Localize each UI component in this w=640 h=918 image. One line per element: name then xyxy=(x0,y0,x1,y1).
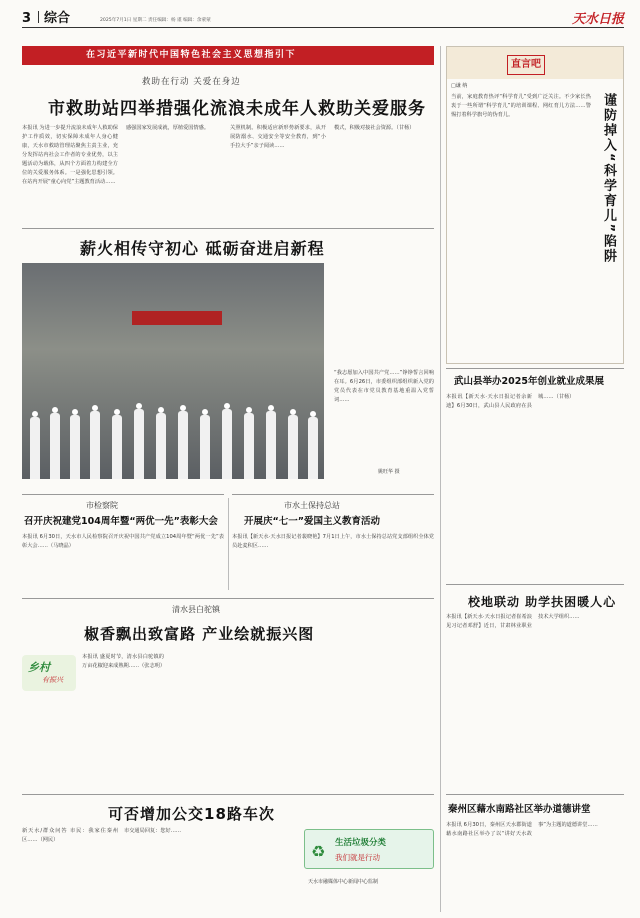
masthead: 天水日报 xyxy=(571,12,624,27)
logo-text-small: 有振兴 xyxy=(42,676,63,684)
header-meta: 2025年7月1日 星期二 责任编辑：杨 谨 编辑：余蒙蒙 xyxy=(100,18,211,23)
story5-headline: 椒香飘出致富路 产业绘就振兴图 xyxy=(84,625,315,643)
story1-col1: 本报讯 为进一步提升流浪未成年人救助保护工作质效，切实保障未成年人身心健康，天水市救助管理站聚焦主责主业，充分发挥站内社会工作者的专业优势，以主题活动为载体，从四个方面着力构建全方位的关爱服务体系。一是强化思想引领。在站内开展“童心向党”主题教育活动…… xyxy=(22,125,118,185)
photo-person xyxy=(266,411,276,479)
header-divider xyxy=(38,11,39,23)
column-rule xyxy=(228,498,229,590)
zhiyan-author: □谦 纳 xyxy=(451,83,468,89)
story5-kicker: 清水县白驼镇 xyxy=(172,605,220,614)
logo-text-big: 乡村 xyxy=(28,661,50,674)
story8-body: 本报讯【新天水·天水日报记者崔希浪 见习记者邓舒】近日，甘肃林业职业技术大学组织…… xyxy=(446,614,580,629)
ad-line2: 我们就是行动 xyxy=(335,853,380,862)
story3-body: 本报讯 6月30日，天水市人民检察院召开庆祝中国共产党成立104周年暨“两优一先”表彰大会……（马晓晶） xyxy=(22,534,224,549)
photo-person xyxy=(50,413,60,479)
story4-headline: 开展庆“七一”爱国主义教育活动 xyxy=(244,516,380,527)
story1-col2: 感强国家发展成就，厚植爱国情感。 xyxy=(126,125,210,131)
slogan-banner xyxy=(22,46,434,65)
story-rescue-station xyxy=(22,72,434,220)
section-label: 综合 xyxy=(44,11,71,26)
story9-body: 本报讯 6月30日，秦州区天水郡街道藉水南路社区举办了以“讲好天水故事”为主题的道德讲堂…… xyxy=(446,822,598,837)
recycle-icon: ♻ xyxy=(311,842,326,861)
ad-line1: 生活垃圾分类 xyxy=(335,838,387,848)
story-bus xyxy=(22,794,434,912)
story-pepper xyxy=(22,598,434,788)
story1-kicker: 救助在行动 关爱在身边 xyxy=(142,77,241,87)
story1-headline: 市救助站四举措强化流浪未成年人救助关爱服务 xyxy=(48,99,426,119)
photo-crowd xyxy=(22,383,324,479)
contacts-line: 天水市融媒体中心新闻中心监制 xyxy=(308,879,379,885)
photo-person xyxy=(30,417,40,479)
photo-person xyxy=(90,411,100,479)
photo-person xyxy=(134,409,144,479)
photo-person xyxy=(222,409,232,479)
photo-sign xyxy=(132,311,222,325)
story6-reply: 市交通局回复：您好…… xyxy=(124,828,182,834)
rural-revival-logo xyxy=(22,655,76,691)
photo-person xyxy=(308,417,318,479)
story4-body: 本报讯【新天水·天水日报记者裴晓艳】7月1日上午，市水土保持总站党支部组织全体党员赴麦积区…… xyxy=(232,534,434,549)
story-moral-lecture xyxy=(446,794,624,912)
story1-col4: 模式，积极对接社会资源。（甘杨） xyxy=(334,125,415,131)
photo-person xyxy=(112,415,122,479)
photo-person xyxy=(178,411,188,479)
zhiyan-label: 直言吧 xyxy=(507,55,545,75)
column-rule xyxy=(440,46,441,912)
story2-credit: 姚旺华 摄 xyxy=(378,469,400,475)
story6-headline: 可否增加公交18路车次 xyxy=(108,805,275,823)
story5-body: 本报讯 盛夏时节，清水县白驼镇的万亩花椒迎来成熟期……（张志明） xyxy=(82,654,166,669)
story2-caption: “我志愿加入中国共产党……”铮铮誓言回响在耳。6月26日，市委组织部组织新入党的党员代表在市党员教育基地重温入党誓词…… xyxy=(334,370,434,403)
photo-person xyxy=(156,413,166,479)
zhiyan-header-band xyxy=(447,47,623,79)
story-oath xyxy=(22,228,434,486)
story6-body: 新天水/群众问答 市民：我家住秦州区……（网民） xyxy=(22,828,118,843)
zhiyan-body: 当前，家庭教育热评“科学育儿”受到广泛关注。不少家长热衷于一些所谓“科学育儿”的培训课程、网红育儿方法……警惕打着科学旗号的伪育儿。 xyxy=(451,94,591,118)
story-school-aid xyxy=(446,584,624,788)
photo-person xyxy=(288,415,298,479)
slogan-text: 在习近平新时代中国特色社会主义思想指引下 xyxy=(86,50,297,60)
story2-headline: 薪火相传守初心 砥砺奋进启新程 xyxy=(80,239,325,258)
recycling-ad xyxy=(304,829,434,869)
story-soil-conservation xyxy=(232,494,434,592)
story1-col3: 关照机制。积极适应新形势新要求，从开展防溺水、交通安全等安全教育，到“小手拉大手”亲子阅读…… xyxy=(230,125,326,149)
zhiyan-box xyxy=(446,46,624,364)
story7-headline: 武山县举办2025年创业就业成果展 xyxy=(454,376,604,387)
photo-person xyxy=(200,415,210,479)
story-procuratorate xyxy=(22,494,224,592)
photo-person xyxy=(244,413,254,479)
zhiyan-headline: 谨防掉入“科学育儿”陷阱 xyxy=(601,93,616,265)
story2-photo xyxy=(22,263,324,479)
story4-kicker: 市水土保持总站 xyxy=(284,501,340,510)
page-number: 3 xyxy=(22,11,32,26)
photo-person xyxy=(70,415,80,479)
story-wushan xyxy=(446,368,624,580)
story9-headline: 秦州区藉水南路社区举办道德讲堂 xyxy=(448,804,591,815)
page-header xyxy=(0,0,640,44)
story8-headline: 校地联动 助学扶困暖人心 xyxy=(468,595,617,609)
story3-headline: 召开庆祝建党104周年暨“两优一先”表彰大会 xyxy=(24,516,218,527)
story7-body: 本报讯【新天水·天水日报记者余新迪】6月30日，武山县人民政府在县城……（甘杨） xyxy=(446,394,575,409)
header-rule xyxy=(22,27,624,28)
story3-kicker: 市检察院 xyxy=(86,501,118,510)
